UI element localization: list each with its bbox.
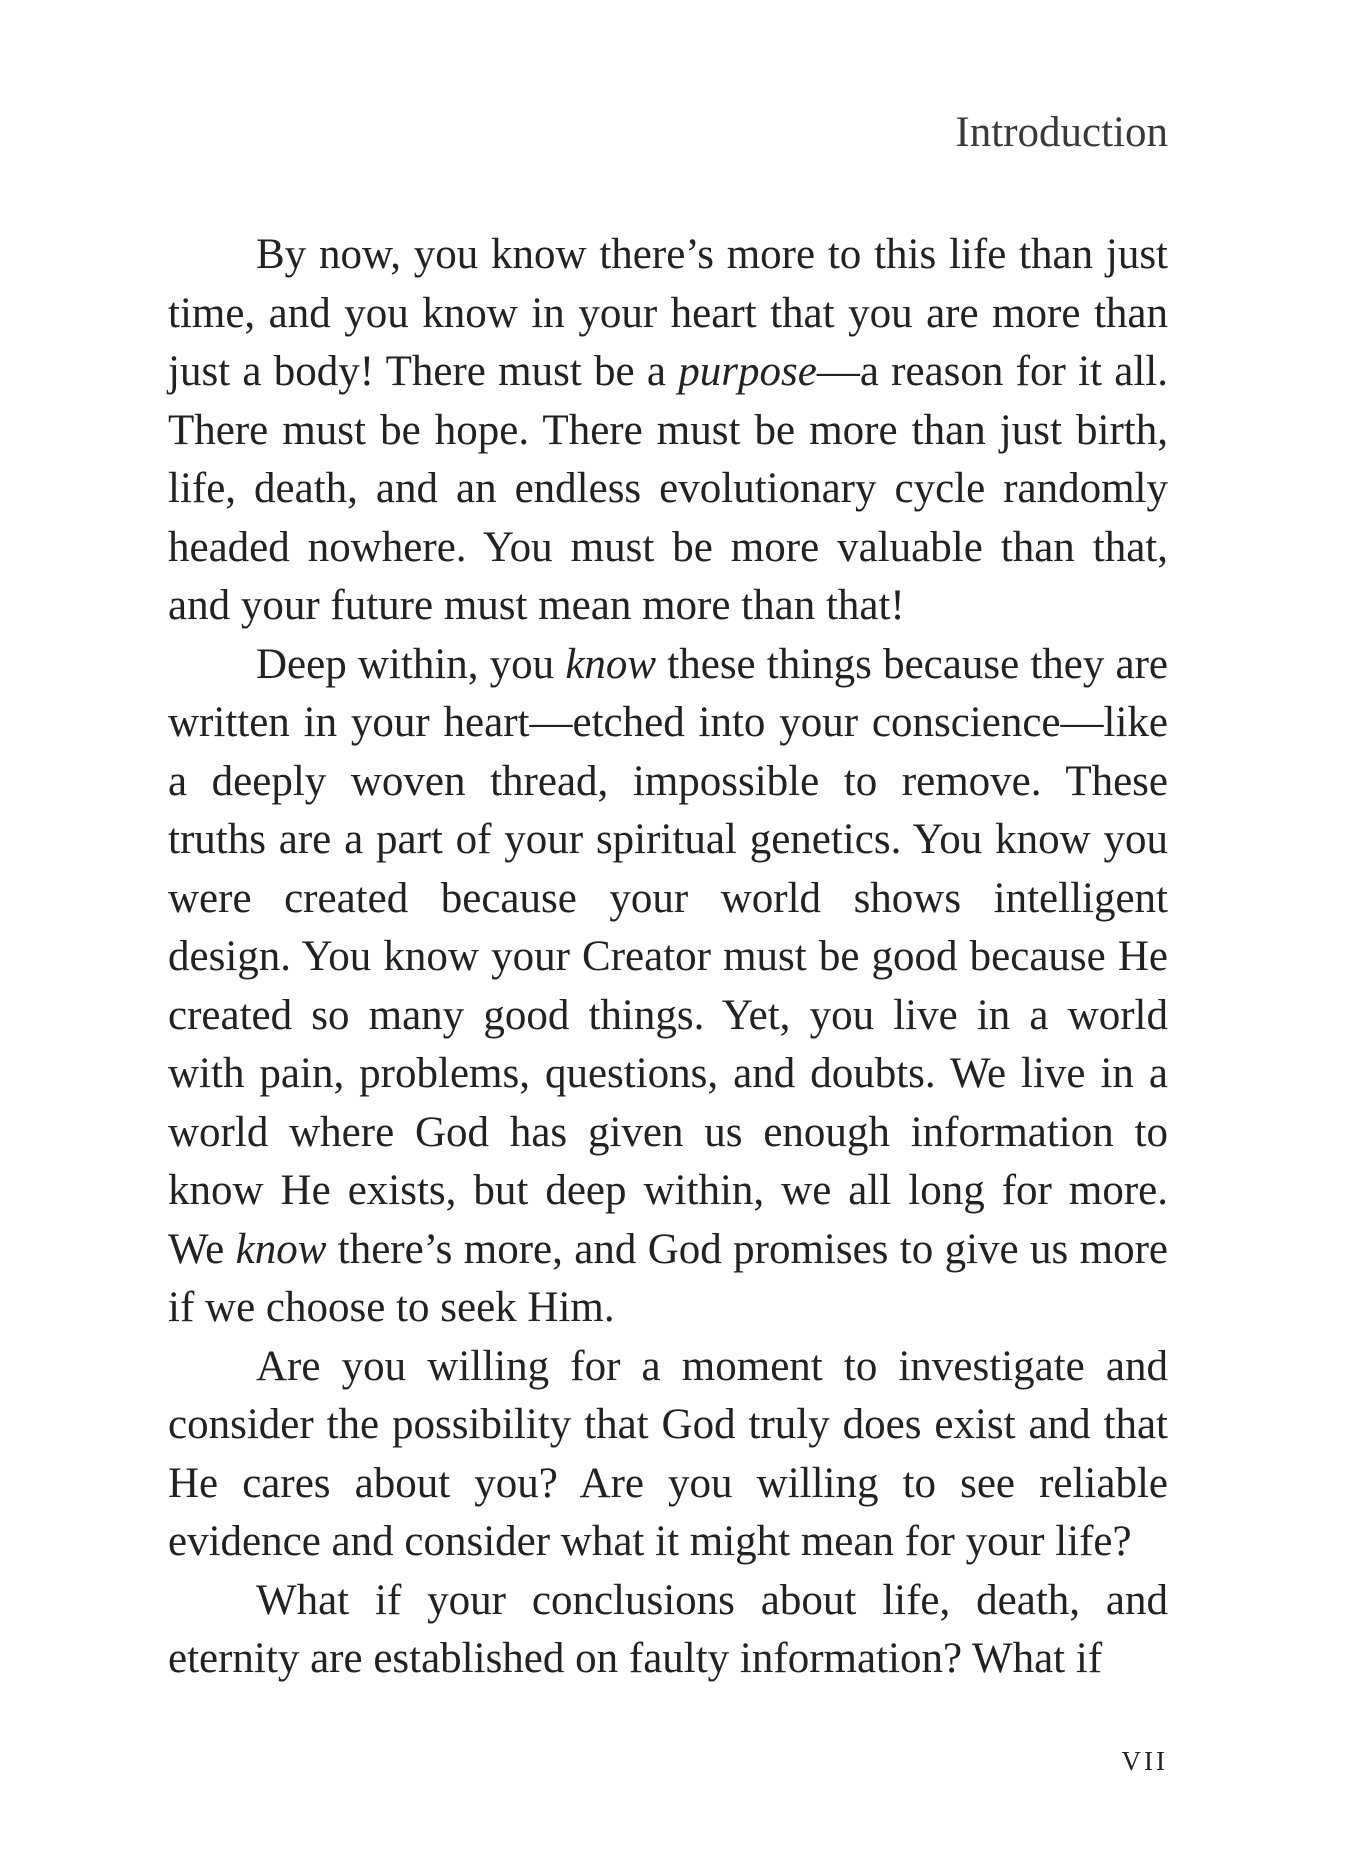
italic-text-run: purpose [678, 348, 817, 395]
page-number: VII [1121, 1746, 1168, 1776]
text-run: Are you willing for a moment to investigate and consider the possibility that God truly does exist and that He cares about you? Are you willing to see reliable evidence and consider what it might mean for your life? [168, 1342, 1168, 1565]
text-run: By now, you know there’s more to this life than just time, and you know in your heart that you are more than just a body! There must be a [168, 231, 1168, 395]
paragraph [168, 1572, 1168, 1689]
running-header: Introduction [955, 109, 1168, 156]
paragraph [168, 226, 1168, 636]
text-run: there’s more, and God promises to give us more if we choose to seek Him. [168, 1225, 1168, 1331]
body-text [168, 226, 1168, 1689]
text-run: these things because they are written in your heart—etched into your conscience—like a deeply woven thread, impossible to remove. These truths are a part of your spiritual genetics. You know you were created because your world shows intelligent design. You know your Creator must be good because He created so many good things. Yet, you live in a world with pain, problems, questions, and doubts. We live in a world where God has given us enough information to know He exists, but deep within, we all long for more. We [168, 640, 1168, 1273]
paragraph [168, 636, 1168, 1338]
text-run: —a reason for it all. There must be hope. There must be more than just birth, life, death, and an endless evolutionary cycle randomly headed nowhere. You must be more valuable than that, and your future must mean more than that! [168, 348, 1168, 629]
italic-text-run: know [565, 640, 657, 688]
paragraph [168, 1338, 1168, 1572]
text-run: What if your conclusions about life, death, and eternity are established on faulty information? What if [168, 1576, 1168, 1682]
italic-text-run: know [235, 1225, 327, 1273]
text-run: Deep within, you [256, 640, 566, 688]
